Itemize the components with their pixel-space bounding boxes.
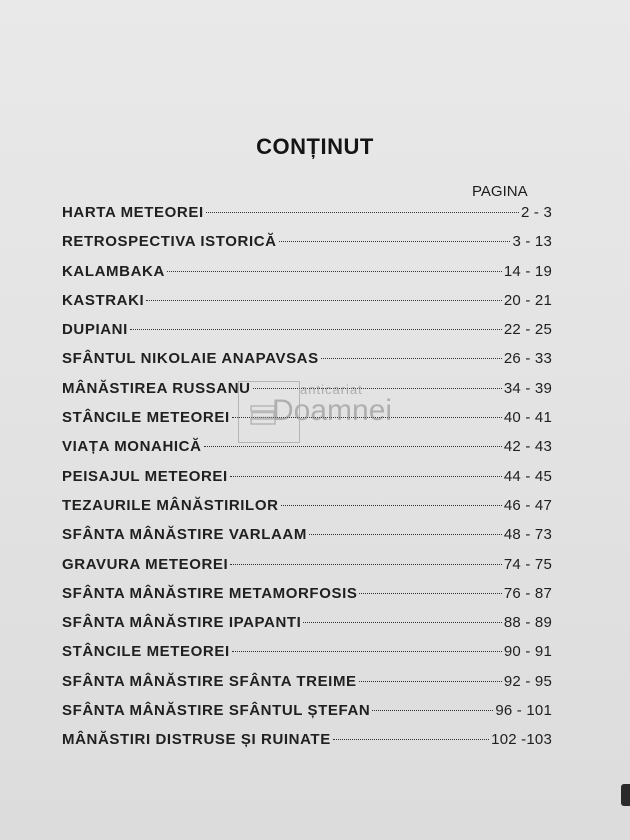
toc-entry-title: DUPIANI (62, 321, 128, 339)
toc-entry-title: RETROSPECTIVA ISTORICĂ (62, 233, 277, 251)
toc-dot-leader (279, 241, 511, 242)
toc-entry-pages: 46 - 47 (503, 496, 552, 514)
toc-entry (62, 432, 552, 461)
toc-entry-pages: 34 - 39 (503, 379, 552, 397)
toc-entry-title: SFÂNTA MÂNĂSTIRE SFÂNTA TREIME (62, 672, 357, 690)
toc-entry-title: HARTA METEOREI (62, 204, 204, 221)
toc-dot-leader (230, 564, 502, 565)
toc-entry-title: SFÂNTUL NIKOLAIE ANAPAVSAS (62, 350, 319, 368)
toc-dot-leader (206, 212, 519, 213)
watermark-small-text: anticariat (300, 382, 363, 397)
toc-entry (62, 491, 552, 520)
toc-entry-title: SFÂNTA MÂNĂSTIRE SFÂNTUL ȘTEFAN (62, 702, 371, 720)
toc-entry (62, 462, 552, 491)
toc-entry-pages: 22 - 25 (503, 321, 552, 339)
toc-entry-pages: 90 - 91 (503, 643, 552, 661)
toc-dot-leader (321, 358, 502, 359)
toc-entry (62, 667, 552, 696)
toc-entry (62, 403, 552, 432)
toc-dot-leader (146, 300, 502, 301)
toc-dot-leader (253, 388, 502, 389)
toc-entry (62, 637, 552, 666)
toc-dot-leader (309, 534, 502, 535)
toc-entry-title: KALAMBAKA (62, 262, 165, 280)
toc-entry (62, 257, 552, 286)
toc-entry-pages: 20 - 21 (503, 291, 552, 309)
toc-dot-leader (281, 505, 502, 506)
toc-dot-leader (359, 593, 501, 594)
toc-entry-pages: 3 - 13 (512, 233, 552, 251)
toc-entry (62, 725, 552, 754)
table-of-contents (62, 198, 552, 755)
toc-entry-title: SFÂNTA MÂNĂSTIRE IPAPANTI (62, 614, 302, 632)
toc-entry-pages: 76 - 87 (503, 584, 552, 602)
toc-entry-pages: 48 - 73 (503, 526, 552, 544)
toc-entry-title: SFÂNTA MÂNĂSTIRE METAMORFOSIS (62, 584, 358, 602)
toc-dot-leader (130, 329, 502, 330)
toc-entry-title: MÂNĂSTIREA RUSSANU (62, 379, 251, 397)
toc-entry-title: STÂNCILE METEOREI (62, 643, 230, 661)
toc-entry-title: MÂNĂSTIRI DISTRUSE ȘI RUINATE (62, 731, 331, 749)
toc-entry (62, 374, 552, 403)
toc-entry (62, 315, 552, 344)
toc-dot-leader (232, 417, 502, 418)
toc-entry (62, 344, 552, 373)
toc-entry-pages: 92 - 95 (503, 672, 552, 690)
toc-entry-pages: 74 - 75 (503, 555, 552, 573)
toc-dot-leader (359, 681, 502, 682)
page-title: CONȚINUT (256, 134, 374, 159)
toc-dot-leader (303, 622, 501, 623)
toc-entry (62, 286, 552, 315)
toc-dot-leader (372, 710, 493, 711)
toc-entry (62, 696, 552, 725)
toc-entry-title: KASTRAKI (62, 291, 145, 309)
toc-dot-leader (333, 739, 489, 740)
toc-entry (62, 550, 552, 579)
toc-entry-title: SFÂNTA MÂNĂSTIRE VARLAAM (62, 526, 307, 544)
page-edge-mark (621, 784, 630, 806)
page-column-header: PAGINA (472, 183, 528, 200)
toc-dot-leader (167, 271, 502, 272)
toc-entry-pages: 42 - 43 (503, 438, 552, 456)
toc-dot-leader (232, 651, 502, 652)
toc-entry (62, 198, 552, 227)
toc-entry-pages: 26 - 33 (503, 350, 552, 368)
watermark-big-text: Doamnei (272, 394, 393, 427)
toc-dot-leader (230, 476, 502, 477)
toc-entry-pages: 14 - 19 (503, 262, 552, 280)
toc-entry-pages: 40 - 41 (503, 409, 552, 427)
toc-entry-title: GRAVURA METEOREI (62, 555, 229, 573)
toc-entry-title: TEZAURILE MÂNĂSTIRILOR (62, 496, 279, 514)
toc-entry-pages: 102 -103 (491, 731, 552, 749)
toc-entry (62, 579, 552, 608)
toc-entry-title: PEISAJUL METEOREI (62, 467, 228, 485)
toc-entry-pages: 88 - 89 (503, 614, 552, 632)
toc-entry-pages: 44 - 45 (503, 467, 552, 485)
toc-entry-title: VIAȚA MONAHICĂ (62, 438, 202, 456)
toc-entry-pages: 96 - 101 (495, 702, 552, 720)
toc-entry (62, 227, 552, 256)
toc-entry-title: STÂNCILE METEOREI (62, 409, 230, 427)
toc-dot-leader (204, 446, 502, 447)
toc-entry-pages: 2 - 3 (520, 204, 552, 221)
toc-entry (62, 520, 552, 549)
toc-entry (62, 608, 552, 637)
